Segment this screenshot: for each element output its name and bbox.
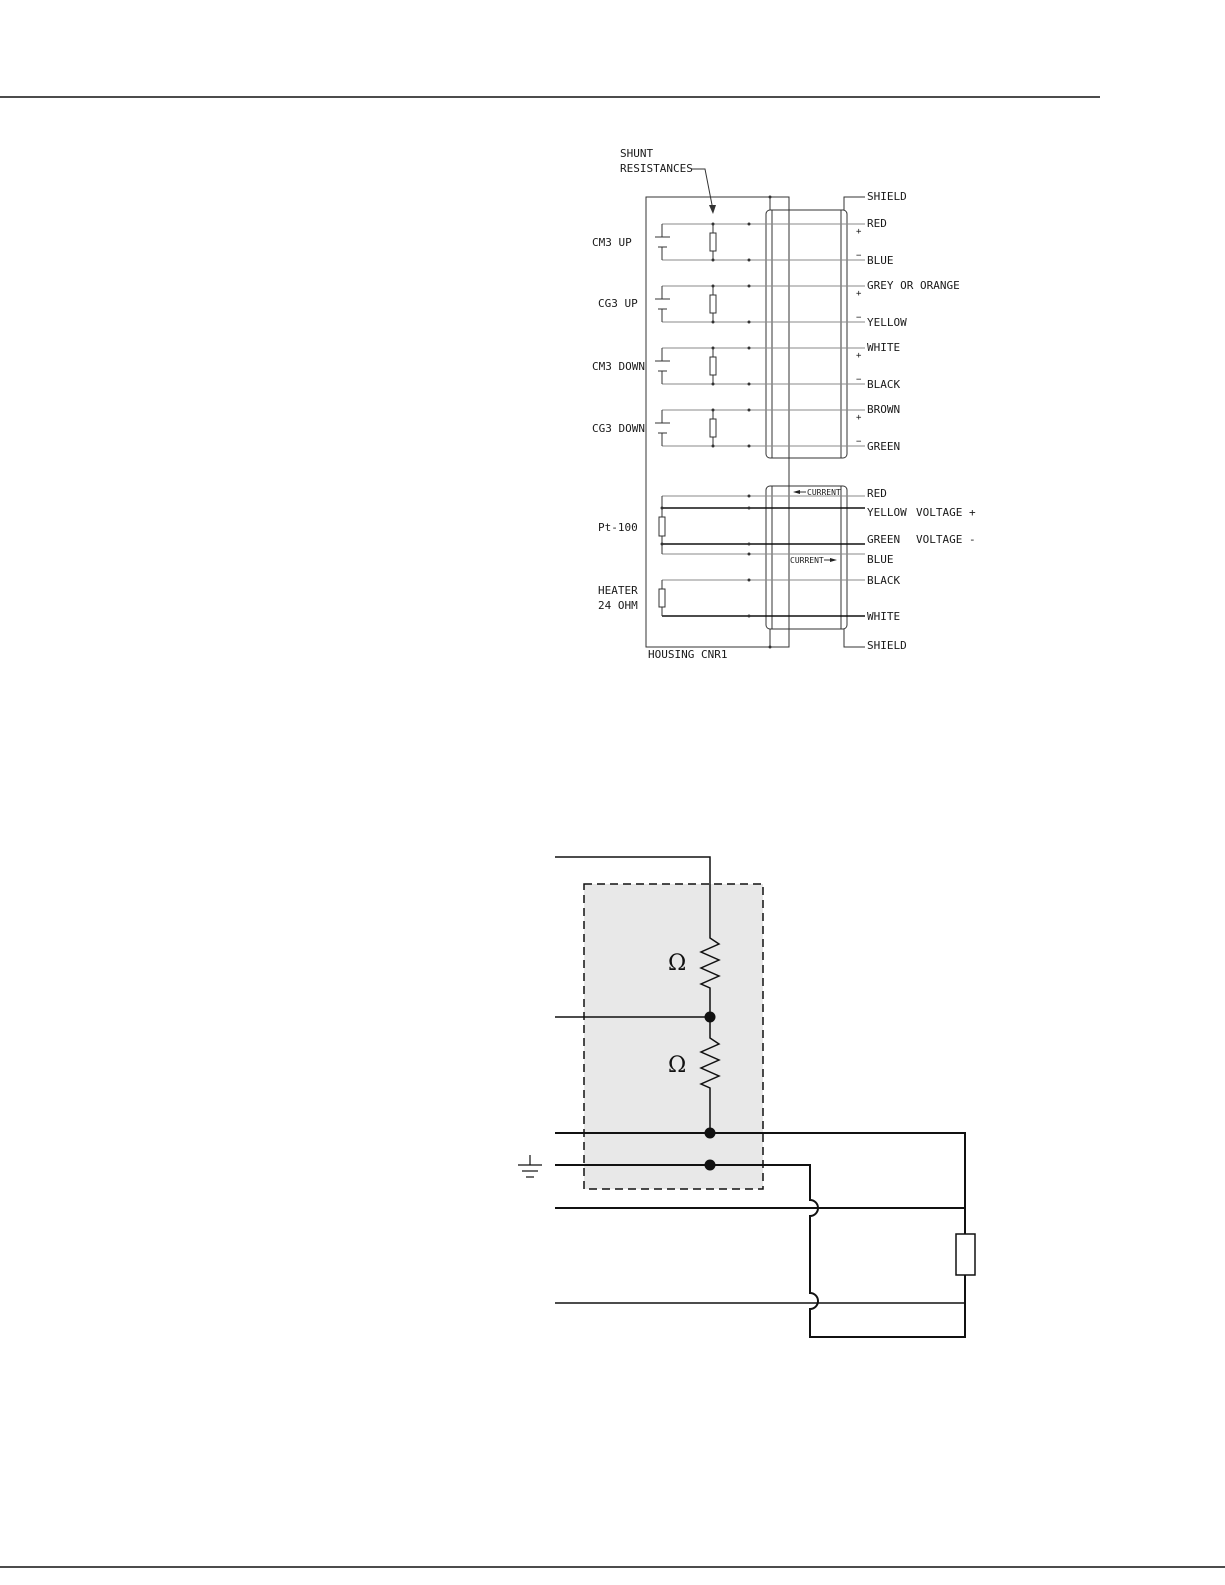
minus-sign: − <box>856 251 862 261</box>
minus-sign: − <box>856 313 862 323</box>
node-dot <box>705 1128 716 1139</box>
current-arrow-out <box>830 558 837 562</box>
gauge-cm3-up <box>592 217 894 267</box>
current-arrow-in <box>793 490 800 494</box>
shaded-dashed-box <box>584 884 763 1189</box>
pt100-sensor <box>598 487 976 566</box>
gauge-label: CM3 DOWN <box>592 360 645 373</box>
wire-pos-label: WHITE <box>867 341 901 354</box>
plus-sign: + <box>856 413 862 423</box>
schematic <box>518 857 975 1337</box>
wire-red-label: RED <box>867 487 887 500</box>
wire-blue-label: BLUE <box>867 553 894 566</box>
omega-top: Ω <box>668 951 687 976</box>
minus-sign: − <box>856 437 862 447</box>
ground-wire <box>555 1165 965 1337</box>
heater-resistor <box>659 589 665 607</box>
plus-sign: + <box>856 289 862 299</box>
shunt-label-line1: SHUNT <box>620 147 654 160</box>
junction-dot <box>769 196 772 199</box>
shunt-resistor <box>710 233 716 251</box>
wire-neg-label: GREEN <box>867 440 901 453</box>
wire-pos-label: GREY OR ORANGE <box>867 279 960 292</box>
shield-wire-bottom <box>770 629 865 647</box>
gauge-label: CG3 DOWN <box>592 422 645 435</box>
wire-pos-label: RED <box>867 217 887 230</box>
minus-sign: − <box>856 375 862 385</box>
shunt-resistor <box>710 357 716 375</box>
wire-yellow-label: YELLOW <box>867 506 907 519</box>
current-label-top: CURRENT <box>807 488 841 497</box>
shield-top-label: SHIELD <box>867 190 907 203</box>
wire-black-label: BLACK <box>867 574 901 587</box>
shield-bundle-upper <box>766 210 847 458</box>
load-resistor <box>956 1234 975 1275</box>
shunt-leader-line <box>692 169 713 210</box>
heater-label-line2: 24 OHM <box>598 599 638 612</box>
plus-sign: + <box>856 351 862 361</box>
housing-label: HOUSING CNR1 <box>648 648 728 661</box>
gauge-cm3-down <box>592 341 900 391</box>
node-dot <box>705 1160 716 1171</box>
pt100-label: Pt-100 <box>598 521 638 534</box>
shield-wire-top <box>770 197 865 210</box>
junction-dot <box>769 646 772 649</box>
gauge-label: CM3 UP <box>592 236 632 249</box>
plus-sign: + <box>856 227 862 237</box>
wire-neg-label: YELLOW <box>867 316 907 329</box>
wire-pos-label: BROWN <box>867 403 901 416</box>
pt100-resistor <box>659 517 665 536</box>
shield-bottom-label: SHIELD <box>867 639 907 652</box>
ground-icon <box>518 1155 542 1177</box>
wire-neg-label: BLACK <box>867 378 901 391</box>
wire-neg-label: BLUE <box>867 254 894 267</box>
heater <box>598 574 900 623</box>
omega-bottom: Ω <box>668 1053 687 1078</box>
shunt-label-line2: RESISTANCES <box>620 162 693 175</box>
wire-green-label: GREEN <box>867 533 901 546</box>
shunt-resistor <box>710 295 716 313</box>
gauge-cg3-up <box>598 279 960 329</box>
voltage-plus-label: VOLTAGE + <box>916 506 976 519</box>
heater-label-line1: HEATER <box>598 584 638 597</box>
shunt-leader-arrow <box>709 205 716 214</box>
gauge-label: CG3 UP <box>598 297 638 310</box>
shunt-resistor <box>710 419 716 437</box>
wire-white-label: WHITE <box>867 610 901 623</box>
current-label-bottom: CURRENT <box>790 556 824 565</box>
gauge-cg3-down <box>592 403 900 453</box>
wiring-diagram <box>592 147 976 661</box>
voltage-minus-label: VOLTAGE - <box>916 533 976 546</box>
